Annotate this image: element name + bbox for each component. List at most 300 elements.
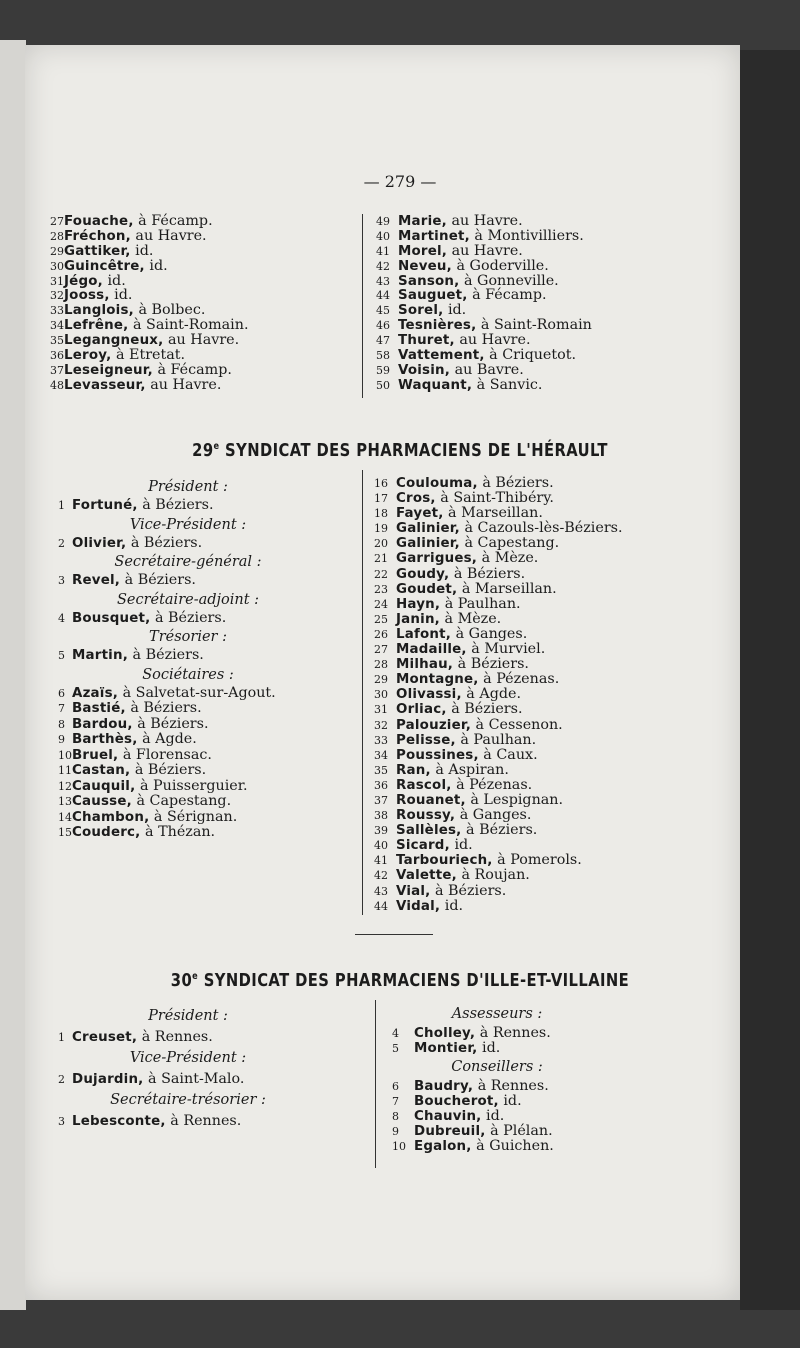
list-entry	[50, 333, 249, 348]
entry-name: Levasseur,	[64, 377, 146, 393]
entry-number: 5	[392, 1042, 399, 1055]
list-entry	[58, 573, 358, 589]
entry-location: à Béziers.	[453, 565, 526, 582]
entry-location: à Florensac.	[122, 746, 212, 763]
entry-location: à Béziers.	[434, 882, 507, 899]
entry-location: à Rennes.	[170, 1113, 242, 1129]
entry-number: 31	[374, 703, 388, 717]
entry-number: 43	[374, 884, 388, 898]
background-edge	[740, 50, 800, 1310]
entry-location: à Paulhan.	[444, 595, 521, 612]
list-entry	[374, 567, 623, 582]
entry-location: au Havre.	[167, 332, 240, 349]
entry-number: 44	[374, 899, 388, 913]
entry-name: Chauvin,	[414, 1109, 482, 1124]
entry-number: 25	[374, 612, 388, 626]
section-29-officers	[58, 476, 358, 841]
entry-name: Rouanet,	[396, 792, 466, 808]
entry-number: 38	[374, 809, 388, 823]
entry-number: 10	[392, 1140, 406, 1153]
entry-location: id.	[114, 287, 133, 304]
entry-name: Legangneux,	[64, 333, 164, 349]
entry-number: 33	[374, 733, 388, 747]
list-entry	[376, 333, 592, 348]
entry-number: 6	[392, 1080, 399, 1093]
entry-number: 40	[376, 229, 390, 243]
section-30-officers	[58, 1003, 358, 1129]
entry-location: au Bavre.	[454, 361, 524, 378]
entry-number: 24	[374, 597, 388, 611]
entry-name: Galinier,	[396, 536, 460, 552]
list-entry	[374, 884, 623, 899]
entry-location: à Marseillan.	[461, 580, 557, 597]
entry-number: 6	[58, 686, 65, 700]
list-entry	[374, 551, 623, 566]
section-30-council	[392, 1003, 592, 1154]
section-30-heading: SYNDICAT DES PHARMACIENS D'ILLE-ET-VILLAINE	[203, 970, 630, 991]
role-heading: Secrétaire-adjoint :	[116, 591, 260, 608]
list-entry	[376, 348, 592, 363]
entry-location: à Roujan.	[461, 867, 530, 884]
entry-number: 9	[58, 733, 65, 746]
entry-name: Gattiker,	[64, 243, 131, 259]
entry-number: 30	[50, 259, 64, 273]
entry-name: Madaille,	[396, 642, 467, 658]
entry-name: Palouzier,	[396, 717, 471, 733]
entry-name: Goudy,	[396, 566, 450, 582]
entry-name: Langlois,	[64, 303, 134, 319]
list-entry	[50, 229, 249, 244]
entry-name: Tarbouriech,	[396, 853, 493, 869]
entry-location: à Béziers.	[457, 656, 529, 673]
entry-name: Neveu,	[398, 258, 452, 274]
list-entry	[58, 701, 358, 717]
list-entry	[392, 1041, 592, 1056]
entry-location: à Etretat.	[115, 347, 186, 364]
entry-name: Martinet,	[398, 228, 470, 244]
entry-number: 44	[376, 289, 390, 303]
entry-location: id.	[482, 1040, 501, 1056]
list-entry	[374, 899, 623, 914]
entry-location: à Caux.	[483, 746, 538, 763]
entry-name: Montagne,	[396, 672, 479, 688]
entry-location: au Havre.	[451, 213, 523, 229]
entry-name: Jégo,	[64, 273, 103, 289]
entry-name: Dujardin,	[72, 1072, 144, 1087]
list-entry	[374, 657, 623, 672]
role-heading: Président :	[148, 1008, 228, 1024]
entry-number: 4	[392, 1027, 399, 1040]
entry-name: Fréchon,	[64, 228, 131, 244]
list-entry	[392, 1124, 592, 1139]
entry-location: au Havre.	[459, 332, 531, 349]
list-entry	[50, 378, 249, 393]
entry-name: Valette,	[396, 868, 457, 884]
list-entry	[58, 825, 358, 841]
entry-number: 14	[58, 810, 72, 824]
entry-location: à Sérignan.	[153, 808, 238, 825]
entry-name: Fortuné,	[72, 498, 138, 513]
list-entry	[58, 732, 358, 748]
entry-number: 31	[50, 274, 64, 288]
list-entry	[58, 498, 358, 514]
list-entry	[58, 1071, 358, 1087]
entry-name: Creuset,	[72, 1030, 138, 1045]
entry-number: 33	[50, 304, 64, 318]
entry-number: 19	[374, 522, 388, 536]
entry-location: à Ganges.	[459, 807, 532, 824]
entry-location: à Marseillan.	[448, 505, 543, 522]
entry-name: Boucherot,	[414, 1094, 499, 1109]
role-heading: Assesseurs :	[451, 1006, 543, 1022]
list-entry	[376, 229, 592, 244]
entry-number: 50	[376, 378, 390, 392]
list-entry	[50, 214, 249, 229]
role-heading: Trésorier :	[149, 629, 227, 645]
entry-location: à Saint-Thibéry.	[440, 490, 554, 507]
entry-name: Lafont,	[396, 626, 452, 642]
list-entry	[376, 214, 592, 229]
column-divider-top	[362, 214, 363, 398]
entry-location: à Aspiran.	[435, 761, 509, 778]
list-entry	[58, 1113, 358, 1129]
entry-location: à Capestang.	[136, 793, 232, 809]
entry-name: Bardou,	[72, 716, 133, 732]
entry-number: 3	[58, 574, 65, 587]
entry-location: à Fécamp.	[157, 361, 232, 378]
entry-number: 1	[58, 499, 65, 512]
list-entry	[58, 686, 358, 702]
entry-location: à Agde.	[466, 686, 521, 703]
entry-name: Bruel,	[72, 747, 119, 763]
entry-location: à Pomerols.	[497, 852, 582, 869]
list-entry	[374, 491, 623, 506]
list-entry	[58, 1029, 358, 1045]
entry-location: au Havre.	[150, 376, 222, 393]
entry-location: à Puisserguier.	[139, 777, 248, 794]
entry-location: id.	[149, 257, 168, 274]
entry-number: 28	[374, 658, 388, 672]
entry-number: 15	[58, 826, 72, 839]
entry-number: 29	[374, 673, 388, 687]
entry-name: Montier,	[414, 1041, 478, 1056]
entry-number: 37	[374, 793, 388, 807]
entry-location: à Béziers.	[142, 497, 214, 513]
list-entry	[50, 303, 249, 318]
entry-number: 42	[374, 869, 388, 883]
entry-name: Azaïs,	[72, 685, 119, 701]
list-entry	[58, 536, 358, 552]
list-entry	[374, 808, 623, 823]
entry-location: à Capestang.	[464, 535, 560, 552]
list-entry	[58, 779, 358, 795]
entry-number: 37	[50, 363, 64, 377]
list-entry	[58, 748, 358, 764]
entry-location: à Agde.	[142, 731, 197, 747]
entry-number: 26	[374, 627, 388, 641]
entry-location: à Béziers.	[154, 609, 227, 626]
list-entry	[50, 363, 249, 378]
list-entry	[374, 582, 623, 597]
list-entry	[374, 763, 623, 778]
list-entry	[392, 1079, 592, 1094]
entry-name: Martin,	[72, 648, 128, 663]
entry-number: 22	[374, 567, 388, 581]
column-divider-30	[375, 1000, 376, 1168]
entry-location: à Paulhan.	[460, 731, 537, 748]
list-entry	[374, 702, 623, 717]
entry-number: 29	[50, 244, 64, 258]
entry-name: Egalon,	[414, 1139, 472, 1154]
entry-location: à Plélan.	[490, 1123, 553, 1139]
entry-name: Milhau,	[396, 657, 454, 673]
section-29-superscript: e	[213, 441, 220, 452]
entry-number: 17	[374, 492, 388, 506]
entry-name: Olivassi,	[396, 687, 462, 703]
list-entry	[374, 778, 623, 793]
entry-number: 13	[58, 795, 72, 808]
entry-name: Chambon,	[72, 809, 150, 825]
entry-name: Vial,	[396, 883, 431, 899]
section-30-number: 30	[170, 970, 193, 991]
entry-name: Causse,	[72, 794, 132, 809]
page-number: — 279 —	[363, 172, 437, 191]
entry-number: 48	[50, 378, 64, 392]
entry-name: Orliac,	[396, 702, 447, 718]
entry-location: au Havre.	[451, 242, 523, 259]
entry-number: 36	[50, 349, 64, 363]
role-heading: Vice-Président :	[129, 1050, 247, 1066]
entry-number: 7	[58, 702, 65, 715]
entry-location: à Gonneville.	[463, 272, 559, 289]
entry-name: Galinier,	[396, 521, 460, 537]
list-entry	[58, 648, 358, 664]
entry-number: 58	[376, 349, 390, 363]
entry-name: Leroy,	[64, 348, 112, 364]
list-entry	[392, 1139, 592, 1154]
entry-location: au Havre.	[135, 227, 207, 244]
entry-name: Sallèles,	[396, 823, 462, 839]
list-entry	[374, 476, 623, 491]
section-30-title	[72, 970, 728, 991]
entry-number: 42	[376, 259, 390, 273]
entry-location: à Mèze.	[444, 610, 502, 627]
entry-name: Olivier,	[72, 535, 127, 551]
entry-location: à Cessenon.	[475, 716, 563, 733]
entry-number: 34	[374, 748, 388, 762]
entry-number: 5	[58, 649, 65, 662]
entry-number: 9	[392, 1125, 399, 1138]
section-29-number: 29	[192, 440, 214, 461]
entry-location: à Cazouls-lès-Béziers.	[464, 520, 623, 537]
list-entry	[392, 1094, 592, 1109]
entry-name: Barthès,	[72, 732, 138, 747]
entry-number: 10	[58, 748, 72, 762]
entry-name: Lefrêne,	[64, 318, 129, 334]
entry-location: à Béziers.	[451, 701, 523, 718]
entry-location: à Pézenas.	[483, 671, 560, 688]
list-entry	[376, 303, 592, 318]
entry-name: Pelisse,	[396, 732, 456, 748]
entry-location: à Rennes.	[141, 1029, 213, 1045]
entry-location: à Fécamp.	[138, 213, 213, 229]
entry-location: à Lespignan.	[470, 791, 564, 808]
entry-location: à Mèze.	[481, 550, 539, 567]
entry-name: Morel,	[398, 243, 448, 259]
entry-location: à Bolbec.	[138, 302, 206, 319]
entry-number: 47	[376, 334, 390, 348]
separator-rule	[355, 934, 433, 935]
role-heading: Secrétaire-général :	[114, 554, 262, 570]
entry-number: 39	[374, 824, 388, 838]
entry-location: à Béziers.	[124, 572, 196, 588]
entry-number: 40	[374, 839, 388, 853]
entry-name: Sanson,	[398, 273, 460, 289]
role-heading: Vice-Président :	[129, 516, 247, 533]
entry-name: Vattement,	[398, 348, 485, 364]
entry-number: 41	[376, 244, 390, 258]
entry-location: id.	[107, 272, 126, 289]
list-entry	[50, 274, 249, 289]
entry-number: 12	[58, 779, 72, 793]
entry-number: 3	[58, 1115, 65, 1128]
entry-number: 8	[392, 1110, 399, 1123]
entry-location: à Montivilliers.	[474, 227, 584, 244]
entry-name: Garrigues,	[396, 551, 478, 567]
column-divider-29	[362, 470, 363, 915]
entry-name: Castan,	[72, 763, 131, 778]
entry-number: 28	[50, 229, 64, 243]
entry-name: Bousquet,	[72, 610, 151, 626]
entry-name: Baudry,	[414, 1079, 474, 1094]
list-entry	[374, 718, 623, 733]
list-entry	[374, 748, 623, 763]
entry-number: 32	[374, 718, 388, 732]
entry-location: à Béziers.	[130, 700, 202, 716]
entry-location: à Saint-Malo.	[148, 1071, 245, 1087]
list-entry	[374, 612, 623, 627]
entry-name: Dubreuil,	[414, 1124, 486, 1139]
entry-name: Cauquil,	[72, 778, 136, 794]
entry-location: à Salvetat-sur-Agout.	[122, 684, 276, 701]
list-entry	[58, 794, 358, 810]
list-entry	[50, 259, 249, 274]
entry-number: 16	[374, 477, 388, 490]
role-heading: Sociétaires :	[142, 666, 234, 683]
entry-name: Bastié,	[72, 701, 126, 716]
entry-location: id.	[503, 1093, 522, 1109]
list-entry	[50, 348, 249, 363]
entry-location: à Sanvic.	[476, 376, 543, 393]
list-entry	[374, 642, 623, 657]
entry-location: à Rennes.	[479, 1025, 551, 1041]
entry-location: à Béziers.	[132, 647, 204, 663]
entry-name: Jooss,	[64, 288, 110, 304]
list-entry	[58, 810, 358, 826]
entry-location: à Thézan.	[145, 824, 216, 840]
top-left-list	[50, 214, 249, 393]
list-entry	[376, 288, 592, 303]
role-heading: Conseillers :	[451, 1059, 543, 1075]
entry-name: Ran,	[396, 762, 431, 778]
entry-number: 43	[376, 274, 390, 288]
entry-location: à Criquetot.	[489, 347, 577, 364]
list-entry	[58, 611, 358, 627]
entry-name: Guincêtre,	[64, 258, 145, 274]
entry-name: Coulouma,	[396, 476, 478, 491]
list-entry	[376, 244, 592, 259]
list-entry	[376, 363, 592, 378]
list-entry	[50, 244, 249, 259]
entry-number: 36	[374, 778, 388, 792]
entry-number: 35	[374, 763, 388, 777]
entry-location: id.	[486, 1108, 505, 1124]
entry-name: Sicard,	[396, 838, 450, 854]
entry-name: Revel,	[72, 573, 121, 588]
entry-number: 45	[376, 304, 390, 318]
top-right-list	[376, 214, 592, 393]
entry-location: à Fécamp.	[472, 287, 547, 304]
entry-number: 41	[374, 854, 388, 868]
role-heading: Secrétaire-trésorier :	[110, 1092, 266, 1108]
entry-location: à Pézenas.	[456, 776, 533, 793]
entry-name: Sorel,	[398, 303, 444, 319]
entry-name: Goudet,	[396, 581, 458, 597]
entry-number: 23	[374, 582, 388, 596]
list-entry	[374, 627, 623, 642]
list-entry	[376, 378, 592, 393]
entry-number: 4	[58, 611, 65, 625]
section-30-superscript: e	[192, 971, 199, 982]
entry-number: 7	[392, 1095, 399, 1108]
entry-name: Roussy,	[396, 808, 456, 824]
entry-number: 2	[58, 536, 65, 550]
entry-name: Cholley,	[414, 1026, 476, 1041]
entry-name: Fayet,	[396, 506, 444, 522]
entry-name: Vidal,	[396, 898, 441, 914]
entry-name: Cros,	[396, 491, 436, 507]
entry-location: à Goderville.	[456, 257, 549, 274]
list-entry	[58, 763, 358, 779]
entry-name: Couderc,	[72, 825, 141, 840]
section-29-heading: SYNDICAT DES PHARMACIENS DE L'HÉRAULT	[225, 440, 608, 461]
list-entry	[374, 597, 623, 612]
list-entry	[376, 259, 592, 274]
section-29-members	[374, 476, 623, 914]
entry-name: Leseigneur,	[64, 362, 153, 378]
list-entry	[392, 1109, 592, 1124]
entry-name: Voisin,	[398, 362, 451, 378]
entry-location: à Rennes.	[477, 1078, 549, 1094]
entry-location: id.	[135, 242, 154, 259]
entry-number: 8	[58, 717, 65, 731]
entry-number: 27	[374, 643, 388, 657]
entry-name: Lebesconte,	[72, 1114, 166, 1129]
list-entry	[58, 717, 358, 733]
entry-name: Marie,	[398, 214, 447, 229]
entry-location: id.	[454, 837, 473, 854]
entry-name: Sauguet,	[398, 288, 468, 304]
entry-number: 59	[376, 363, 390, 377]
entry-number: 30	[374, 688, 388, 702]
entry-number: 46	[376, 319, 390, 333]
list-entry	[374, 733, 623, 748]
entry-number: 34	[50, 319, 64, 333]
entry-name: Poussines,	[396, 747, 479, 763]
entry-location: id.	[447, 302, 467, 319]
entry-name: Hayn,	[396, 596, 441, 612]
entry-number: 11	[58, 764, 72, 777]
